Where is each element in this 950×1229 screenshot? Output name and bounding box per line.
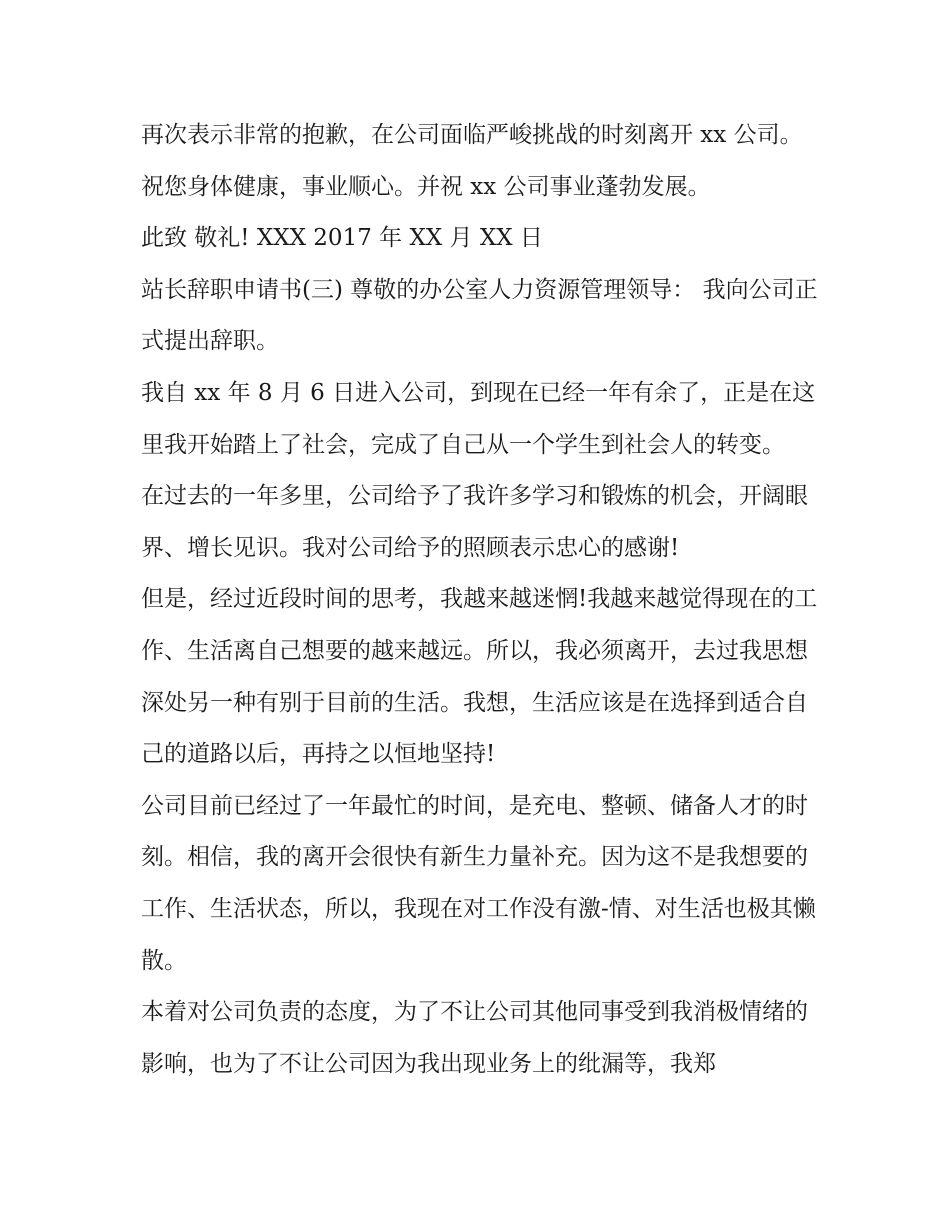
paragraph-company-status: 公司目前已经过了一年最忙的时间，是充电、整顿、储备人才的时刻。相信，我的离开会很快有新生力量补充。因为这不是我想要的工作、生活状态，所以，我现在对工作没有激-情、对生活也极其懒散。 (141, 792, 816, 974)
paragraph-gratitude: 在过去的一年多里，公司给予了我许多学习和锻炼的机会，开阔眼界、增长见识。我对公司给予的照顾表示忠心的感谢! (141, 483, 808, 561)
paragraph-apology: 再次表示非常的抱歉，在公司面临严峻挑战的时刻离开 xx 公司。祝您身体健康，事业顺心。并祝 xx 公司事业蓬勃发展。 (141, 122, 803, 200)
paragraph-letter-heading: 站长辞职申请书(三) 尊敬的办公室人力资源管理领导： 我向公司正式提出辞职。 (141, 276, 818, 355)
paragraph-join-date: 我自 xx 年 8 月 6 日进入公司，到现在已经一年有余了，正是在这里我开始踏上了社会，完成了自己从一个学生到社会人的转变。 (141, 379, 816, 458)
document-body (141, 110, 821, 1090)
paragraph-responsibility: 本着对公司负责的态度，为了不让公司其他同事受到我消极情绪的影响，也为了不让公司因为我出现业务上的纰漏等，我郑 (141, 999, 808, 1077)
paragraph-reflection: 但是，经过近段时间的思考，我越来越迷惘!我越来越觉得现在的工作、生活离自己想要的越来越远。所以，我必须离开，去过我思想深处另一种有别于目前的生活。我想，生活应该是在选择到适合自己的道路以后，再持之以恒地坚持! (141, 586, 818, 768)
paragraph-closing-signature: 此致 敬礼! XXX 2017 年 XX 月 XX 日 (141, 225, 543, 252)
